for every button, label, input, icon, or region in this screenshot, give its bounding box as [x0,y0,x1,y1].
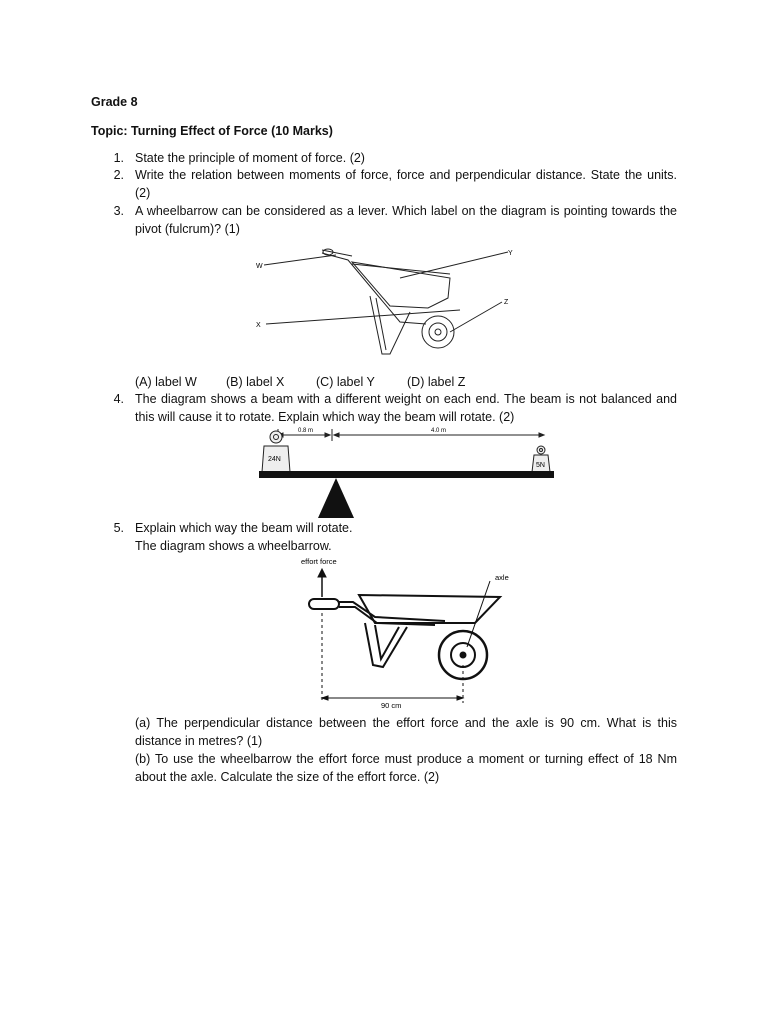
wheelbarrow-labels-diagram [250,240,530,365]
effort-force-label: effort force [301,557,337,566]
question-text-line2: The diagram shows a wheelbarrow. [135,539,332,553]
label-w: W [256,263,263,270]
option-d: (D) label Z [407,375,466,389]
question-text: The diagram shows a beam with a different weight on each end. The beam is not balanced and this will cause it to rotate. Explain which way the beam will rotate. (2) [135,392,677,424]
grade-heading: Grade 8 [91,95,138,109]
option-c: (C) label Y [316,375,375,389]
beam-balance-diagram [256,424,556,519]
question-number: 5. [113,521,124,535]
label-z: Z [504,299,509,306]
q5-part-a: (a) The perpendicular distance between the effort force and the axle is 90 cm. What is this distance in metres? (1) [135,716,677,748]
wheelbarrow-effort-diagram [295,555,535,715]
right-distance-label: 4.0 m [431,428,447,434]
q5-part-b: (b) To use the wheelbarrow the effort force must produce a moment or turning effect of 18 Nm about the axle. Calculate the size of the effort force. (2) [135,752,677,784]
topic-heading: Topic: Turning Effect of Force (10 Marks) [91,124,333,138]
question-text: A wheelbarrow can be considered as a lever. Which label on the diagram is pointing towards the pivot (fulcrum)? (1) [135,204,677,236]
axle-label: axle [495,573,509,582]
question-number: 2. [113,168,124,182]
question-number: 1. [113,151,124,165]
left-weight-label: 24N [268,456,281,463]
question-number: 4. [113,392,124,406]
question-text: State the principle of moment of force. (2) [135,151,365,165]
label-x: X [256,322,261,329]
distance-label: 90 cm [381,701,402,710]
left-distance-label: 0.8 m [298,428,314,434]
label-y: Y [508,250,513,257]
option-b: (B) label X [226,375,285,389]
question-number: 3. [113,204,124,218]
option-a: (A) label W [135,375,197,389]
question-text: Write the relation between moments of force, force and perpendicular distance. State the units. (2) [135,168,677,200]
question-text: Explain which way the beam will rotate. [135,521,353,535]
right-weight-label: 5N [536,462,545,469]
